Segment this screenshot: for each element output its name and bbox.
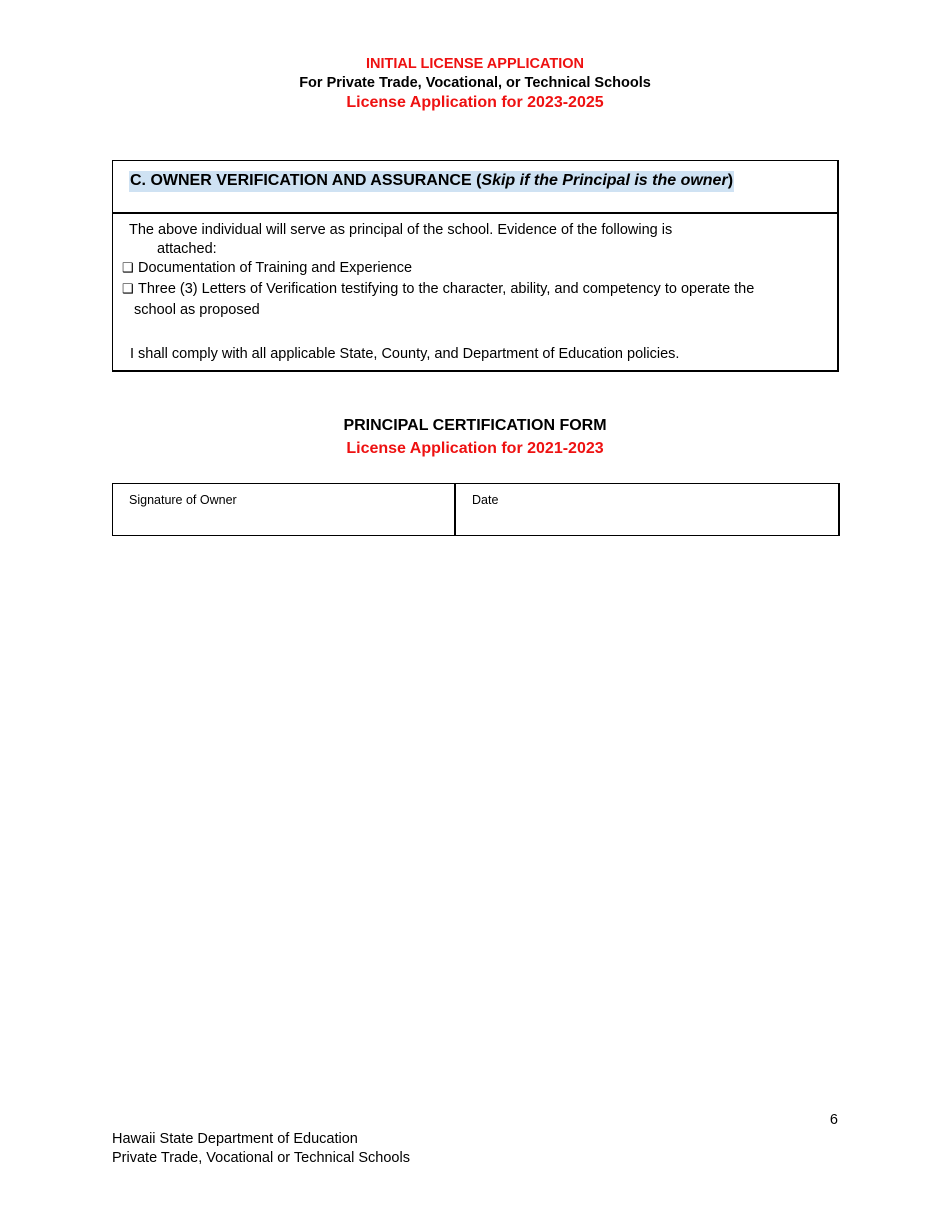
page-number: 6 <box>829 1112 838 1128</box>
document-title: INITIAL LICENSE APPLICATION <box>365 56 585 72</box>
checkbox-icon[interactable]: ❑ <box>122 281 134 296</box>
footer-program: Private Trade, Vocational or Technical Schools <box>112 1150 410 1166</box>
section-title-text: C. OWNER VERIFICATION AND ASSURANCE ( <box>130 172 482 189</box>
principal-form-subtitle: License Application for 2021-2023 <box>346 440 604 457</box>
section-title-row <box>113 161 837 214</box>
checklist-item-label: Documentation of Training and Experience <box>138 260 413 276</box>
section-title-close: ) <box>727 172 734 189</box>
owner-verification-section <box>112 160 839 372</box>
date-field[interactable] <box>456 484 838 535</box>
intro-text-line2: attached: <box>157 241 217 257</box>
section-title <box>129 171 734 192</box>
compliance-statement: I shall comply with all applicable State, County, and Department of Education policies. <box>130 346 680 362</box>
license-period-heading: License Application for 2023-2025 <box>346 94 604 111</box>
checklist-item-label: Three (3) Letters of Verification testifying to the character, ability, and competency to operate the <box>138 281 755 297</box>
intro-text-line1: The above individual will serve as principal of the school. Evidence of the following is <box>129 222 673 238</box>
footer-organization: Hawaii State Department of Education <box>112 1131 358 1147</box>
checkbox-icon[interactable]: ❑ <box>122 260 134 275</box>
checklist-item-documentation[interactable] <box>122 260 412 276</box>
principal-form-title: PRINCIPAL CERTIFICATION FORM <box>343 417 607 434</box>
signature-table <box>112 483 840 536</box>
date-label: Date <box>472 493 499 507</box>
document-subtitle: For Private Trade, Vocational, or Technical Schools <box>299 75 651 91</box>
checklist-item-letters[interactable] <box>122 281 754 297</box>
checklist-item-continuation: school as proposed <box>134 302 260 318</box>
section-title-note: Skip if the Principal is the owner <box>481 172 728 189</box>
signature-of-owner-label: Signature of Owner <box>129 493 237 507</box>
signature-of-owner-field[interactable] <box>113 484 456 535</box>
